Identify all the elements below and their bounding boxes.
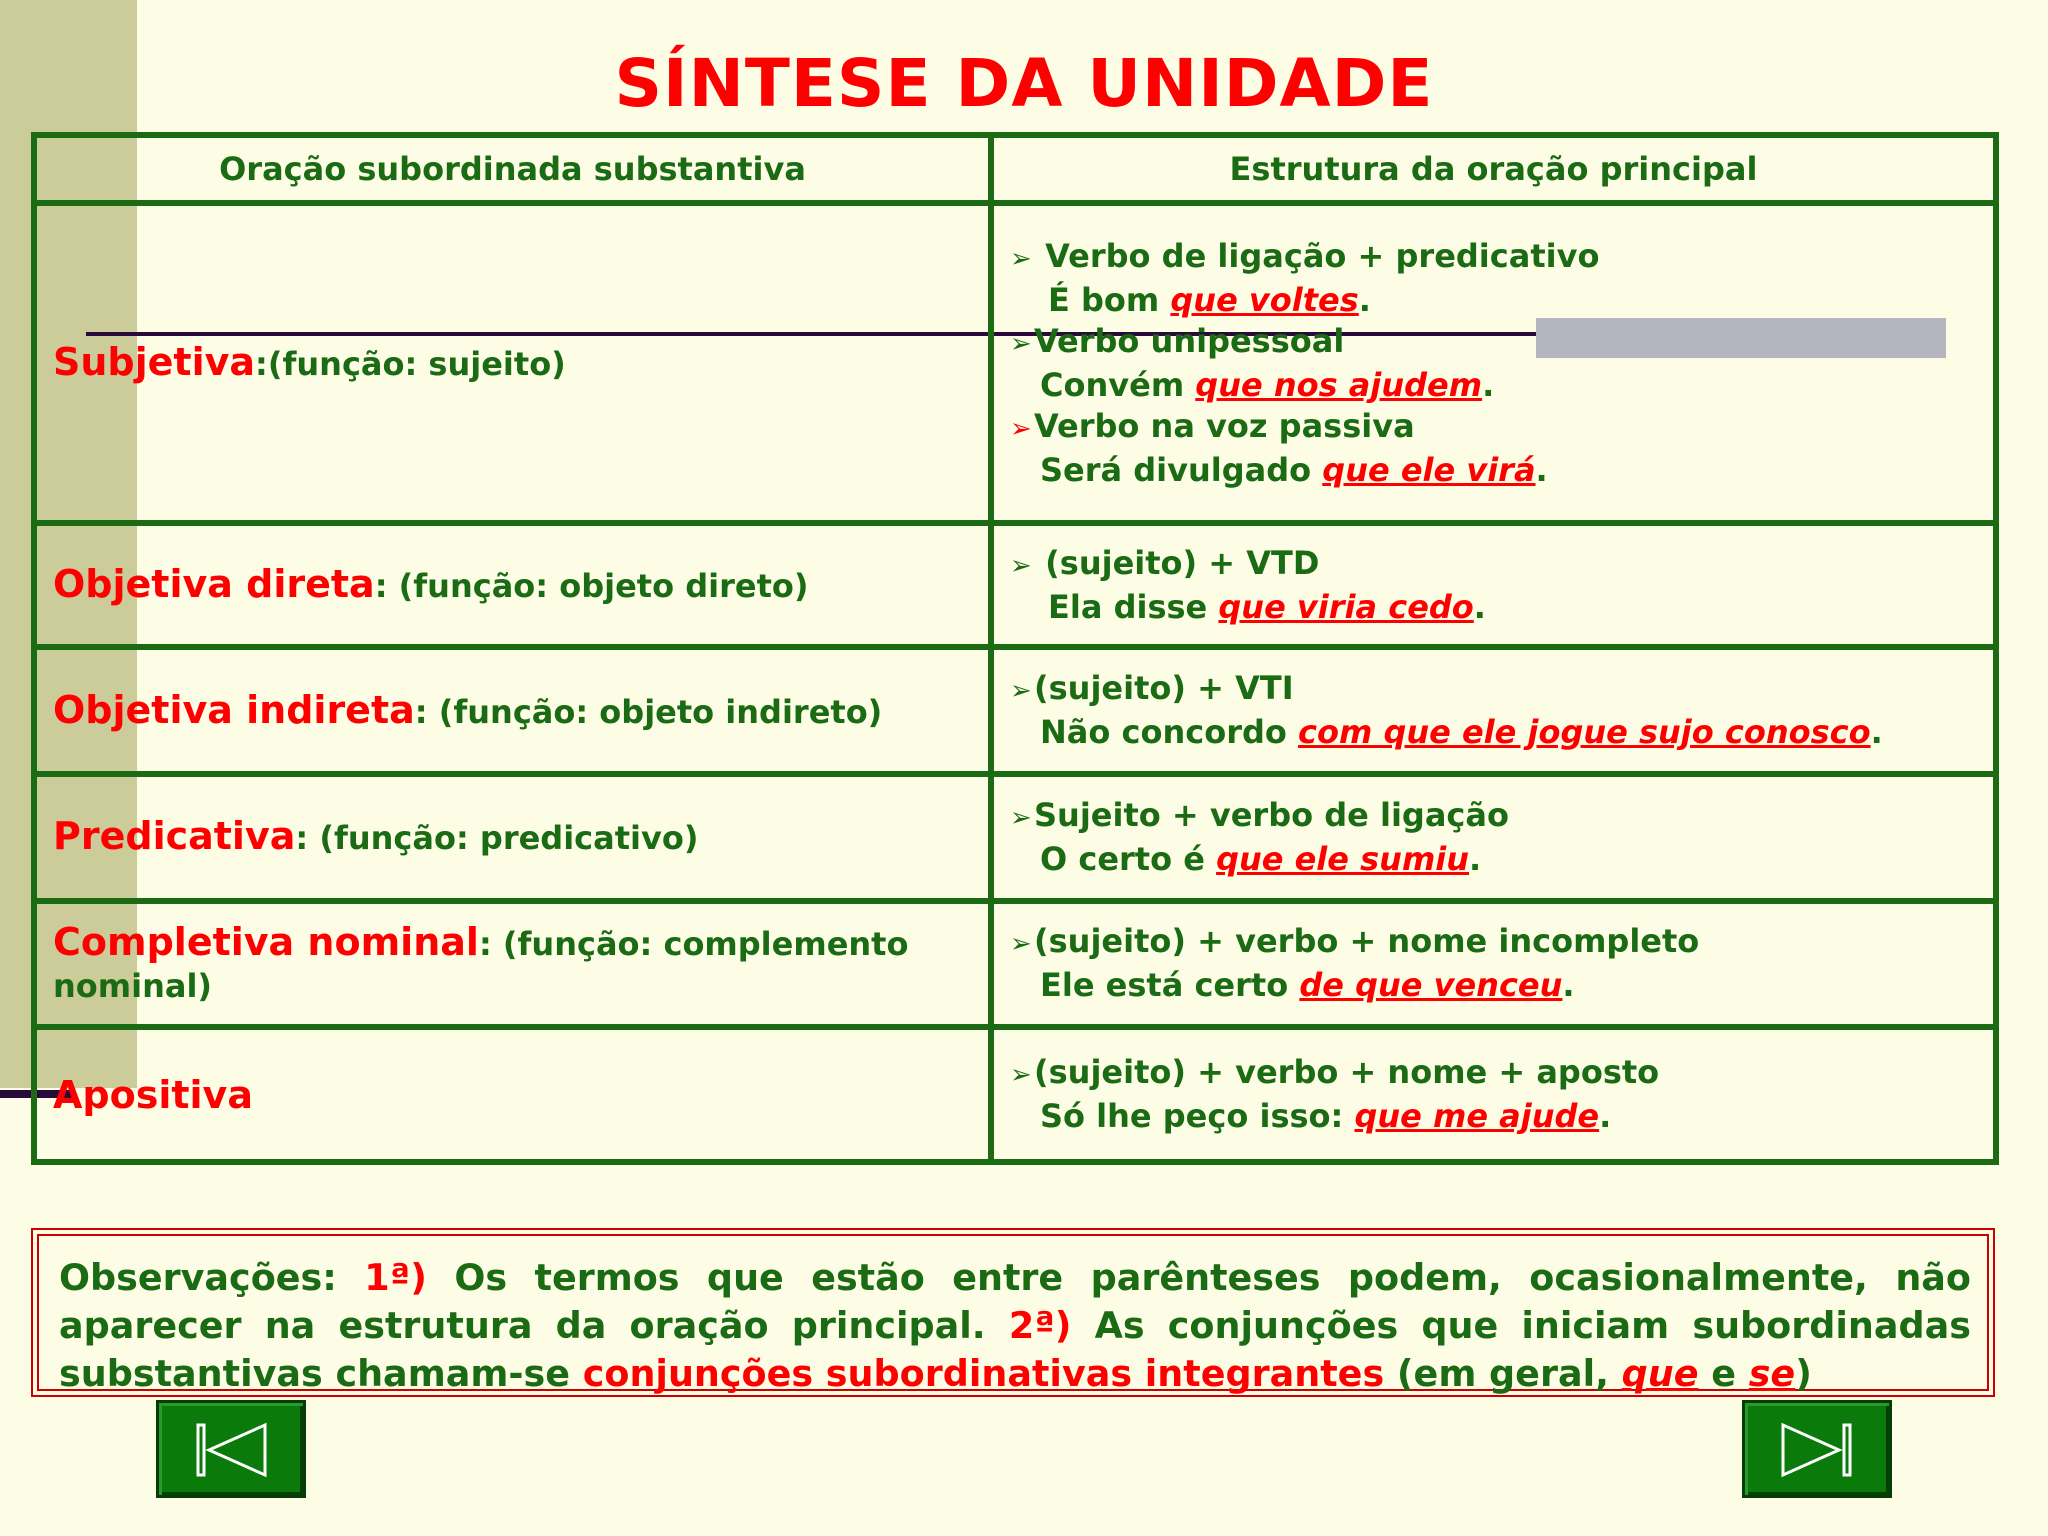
- observation-text-1: Os termos que estão entre parênteses podem, ocasionalmente, não aparecer na estrutura da oração principal.: [59, 1256, 1972, 1347]
- synthesis-table: [31, 132, 1999, 1165]
- observation-text-5: ): [1795, 1352, 1812, 1395]
- structure-line: Verbo na voz passiva: [1034, 406, 1415, 445]
- example-prefix: Ele está certo: [1040, 966, 1300, 1005]
- example-clause: que viria cedo: [1218, 587, 1474, 626]
- arrow-bullet-icon: ➢: [1010, 802, 1032, 833]
- example-clause: que voltes: [1170, 280, 1359, 319]
- arrow-bullet-icon: ➢: [1010, 413, 1032, 444]
- table-row: [34, 523, 1996, 648]
- example-prefix: Será divulgado: [1040, 450, 1323, 489]
- example-clause: que me ajude: [1354, 1097, 1600, 1136]
- observation-text-2: As conjunções que iniciam subordinadas substantivas chamam-se: [59, 1304, 1971, 1395]
- integrating-conjunctions-term: conjunções subordinativas integrantes: [582, 1352, 1385, 1395]
- example-conjunction-se: se: [1748, 1352, 1796, 1395]
- example-suffix: .: [1358, 280, 1371, 319]
- table-row: [34, 1027, 1996, 1162]
- example-conjunction-que: que: [1621, 1352, 1699, 1395]
- arrow-bullet-icon: ➢: [1010, 929, 1032, 960]
- clause-function: : (função: predicativo): [295, 819, 699, 858]
- table-row: [34, 647, 1996, 774]
- structure-cell: [991, 203, 1996, 523]
- example-suffix: .: [1535, 450, 1548, 489]
- example-prefix: O certo é: [1040, 839, 1217, 878]
- last-slide-button[interactable]: [1742, 1400, 1892, 1498]
- clause-name: Completiva nominal: [53, 919, 479, 964]
- table-row: [34, 774, 1996, 901]
- observation-text-4: e: [1698, 1352, 1749, 1395]
- table-row: [34, 901, 1996, 1028]
- structure-cell: [991, 774, 1996, 901]
- example-prefix: Ela disse: [1048, 587, 1219, 626]
- first-slide-button[interactable]: [156, 1400, 306, 1498]
- structure-line: (sujeito) + verbo + nome + aposto: [1034, 1053, 1660, 1092]
- arrow-bullet-icon: ➢: [1010, 328, 1032, 359]
- structure-line: Verbo unipessoal: [1034, 321, 1345, 360]
- clause-function: : (função: objeto indireto): [414, 692, 883, 731]
- arrow-bullet-icon: ➢: [1010, 676, 1032, 707]
- clause-name: Objetiva direta: [53, 562, 375, 607]
- example-suffix: .: [1473, 587, 1486, 626]
- structure-line: Sujeito + verbo de ligação: [1034, 795, 1509, 834]
- observation-number-2: 2ª): [1008, 1304, 1072, 1347]
- example-prefix: Só lhe peço isso:: [1040, 1097, 1355, 1136]
- header-subordinate-clause: Oração subordinada substantiva: [34, 135, 991, 203]
- clause-type-cell: [34, 647, 991, 774]
- structure-cell: [991, 523, 1996, 648]
- table-header-row: [34, 135, 1996, 203]
- structure-cell: [991, 647, 1996, 774]
- clause-name: Apositiva: [53, 1073, 253, 1118]
- arrow-bullet-icon: ➢: [1010, 550, 1032, 581]
- example-suffix: .: [1599, 1097, 1612, 1136]
- structure-line: Verbo de ligação + predicativo: [1045, 236, 1600, 275]
- arrow-bullet-icon: ➢: [1010, 243, 1032, 274]
- clause-name: Subjetiva: [53, 340, 256, 385]
- example-clause: que ele virá: [1322, 450, 1536, 489]
- observation-text-3: (em geral,: [1384, 1352, 1622, 1395]
- example-prefix: Não concordo: [1040, 713, 1298, 752]
- clause-function: :(função: sujeito): [255, 345, 566, 384]
- structure-line: (sujeito) + VTI: [1034, 669, 1294, 708]
- clause-type-cell: [34, 203, 991, 523]
- example-clause: que ele sumiu: [1216, 839, 1470, 878]
- clause-name: Objetiva indireta: [53, 687, 415, 732]
- example-suffix: .: [1562, 966, 1575, 1005]
- structure-cell: [991, 1027, 1996, 1162]
- example-clause: de que venceu: [1299, 966, 1563, 1005]
- clause-type-cell: [34, 774, 991, 901]
- observations-text: [37, 1234, 1989, 1395]
- example-suffix: .: [1870, 713, 1883, 752]
- observations-label: Observações:: [59, 1256, 365, 1299]
- example-clause: que nos ajudem: [1195, 365, 1483, 404]
- observations-box: [31, 1228, 1995, 1397]
- clause-type-cell: [34, 1027, 991, 1162]
- clause-type-cell: [34, 523, 991, 648]
- clause-name: Predicativa: [53, 814, 296, 859]
- example-suffix: .: [1469, 839, 1482, 878]
- example-prefix: Convém: [1040, 365, 1196, 404]
- clause-function: : (função: complemento nominal): [53, 924, 909, 1005]
- example-prefix: É bom: [1048, 280, 1171, 319]
- structure-line: (sujeito) + VTD: [1045, 543, 1320, 582]
- table-row: [34, 203, 1996, 523]
- skip-to-first-icon: [159, 1403, 303, 1495]
- arrow-bullet-icon: ➢: [1010, 1060, 1032, 1091]
- page-title: SÍNTESE DA UNIDADE: [614, 45, 1434, 122]
- skip-to-last-icon: [1745, 1403, 1889, 1495]
- clause-type-cell: [34, 901, 991, 1028]
- example-clause: com que ele jogue sujo conosco: [1298, 713, 1871, 752]
- observation-number-1: 1ª): [364, 1256, 427, 1299]
- header-main-clause-structure: Estrutura da oração principal: [991, 135, 1996, 203]
- structure-line: (sujeito) + verbo + nome incompleto: [1034, 922, 1700, 961]
- example-suffix: .: [1482, 365, 1495, 404]
- clause-function: : (função: objeto direto): [374, 567, 809, 606]
- structure-cell: [991, 901, 1996, 1028]
